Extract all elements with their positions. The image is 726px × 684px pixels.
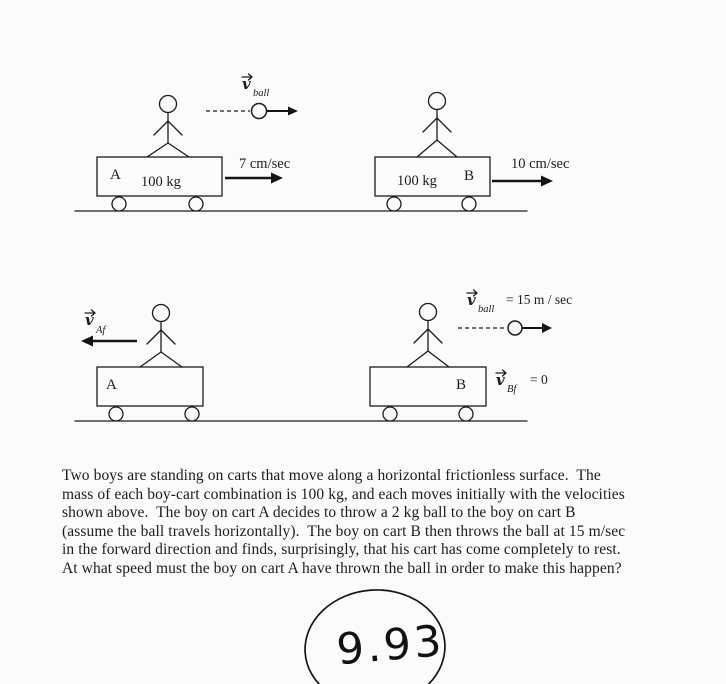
vector-subscript: ball: [253, 88, 270, 99]
figure-arm: [161, 330, 175, 344]
vector-symbol: v: [467, 291, 476, 309]
vector-subscript: Bf: [507, 384, 517, 395]
velocity-value: 7 cm/sec: [239, 156, 291, 172]
velocity-value: 10 cm/sec: [511, 156, 570, 172]
cart-wheel: [189, 197, 203, 211]
cart-a-label: A: [106, 377, 117, 393]
vector-symbol: v: [496, 371, 505, 389]
problem-line: Two boys are standing on carts that move along a horizontal frictionless surface. The: [62, 467, 601, 484]
cart-wheel: [383, 407, 397, 421]
figure-leg: [168, 143, 189, 157]
figure-leg: [428, 351, 449, 367]
ball: [252, 104, 267, 119]
cart-body: [370, 367, 486, 406]
vector-value: = 0: [530, 372, 548, 387]
arrowhead-icon: [541, 176, 553, 187]
figure-leg: [161, 352, 182, 367]
cart-wheel: [462, 197, 476, 211]
cart-a-final: [97, 367, 203, 421]
figure-leg: [407, 351, 428, 367]
figure-leg: [140, 352, 161, 367]
figure-head: [160, 96, 177, 113]
vector-subscript: Af: [96, 325, 106, 336]
figure-leg: [417, 140, 437, 157]
figure-arm: [423, 118, 437, 132]
vector-subscript: ball: [478, 304, 495, 315]
figure-arm: [168, 121, 182, 135]
problem-line: shown above. The boy on cart A decides to throw a 2 kg ball to the boy on cart B: [62, 504, 576, 522]
problem-line: (assume the ball travels horizontally). The boy on cart B then throws the ball at 15 m/sec: [62, 522, 626, 540]
figure-arm: [154, 121, 168, 135]
cart-wheel: [459, 407, 473, 421]
figure-head: [420, 304, 437, 321]
cart-b-initial: [375, 157, 490, 211]
boy-figure-b: [417, 93, 457, 158]
cart-wheel: [185, 407, 199, 421]
thrown-ball-final: [458, 321, 552, 335]
figure-arm: [428, 329, 442, 343]
arrowhead-icon: [271, 173, 283, 184]
arrowhead-icon: [288, 107, 298, 116]
vector-symbol: v: [242, 75, 251, 93]
problem-line: At what speed must the boy on cart A have thrown the ball in order to make this happen?: [62, 559, 622, 577]
ball-velocity-label: [242, 74, 269, 99]
cart-b-velocity: [492, 156, 569, 187]
cart-b-final-velocity-label: [496, 370, 548, 395]
cart-a-initial: [97, 157, 222, 211]
problem-statement: [62, 467, 692, 579]
cart-a-final-velocity: [81, 310, 137, 347]
vector-symbol: v: [85, 311, 94, 329]
thrown-ball: [206, 104, 298, 119]
figure-leg: [147, 143, 168, 157]
cart-wheel: [112, 197, 126, 211]
figure-head: [153, 305, 170, 322]
ball-velocity-label-final: [467, 290, 572, 315]
figure-arm: [414, 329, 428, 343]
cart-wheel: [109, 407, 123, 421]
figure-arm: [147, 330, 161, 344]
ball: [508, 321, 522, 335]
cart-b-label: B: [456, 377, 467, 393]
cart-b-mass: 100 kg: [397, 173, 437, 189]
figure-leg: [437, 140, 457, 157]
cart-wheel: [387, 197, 401, 211]
boy-figure-a: [147, 96, 189, 158]
figure-arm: [437, 118, 451, 132]
boy-figure-a-final: [140, 305, 182, 368]
top-diagram: [75, 74, 569, 211]
problem-line: mass of each boy-cart combination is 100 kg, and each moves initially with the velocities: [62, 485, 625, 503]
answer-value: 9.93: [334, 616, 447, 676]
cart-a-label: A: [110, 167, 121, 183]
arrowhead-icon: [542, 323, 552, 333]
figure-head: [429, 93, 446, 110]
boy-figure-b-final: [407, 304, 449, 368]
cart-b-label: B: [464, 168, 475, 184]
cart-a-velocity: [225, 156, 290, 184]
cart-b-final: [370, 367, 486, 421]
arrowhead-icon: [81, 336, 93, 347]
problem-line: in the forward direction and finds, surprisingly, that his cart has come completely to rest.: [62, 541, 621, 559]
vector-value: = 15 m / sec: [506, 292, 573, 307]
bottom-diagram: [75, 290, 572, 421]
handwritten-answer: [290, 585, 480, 684]
cart-a-mass: 100 kg: [141, 174, 181, 190]
